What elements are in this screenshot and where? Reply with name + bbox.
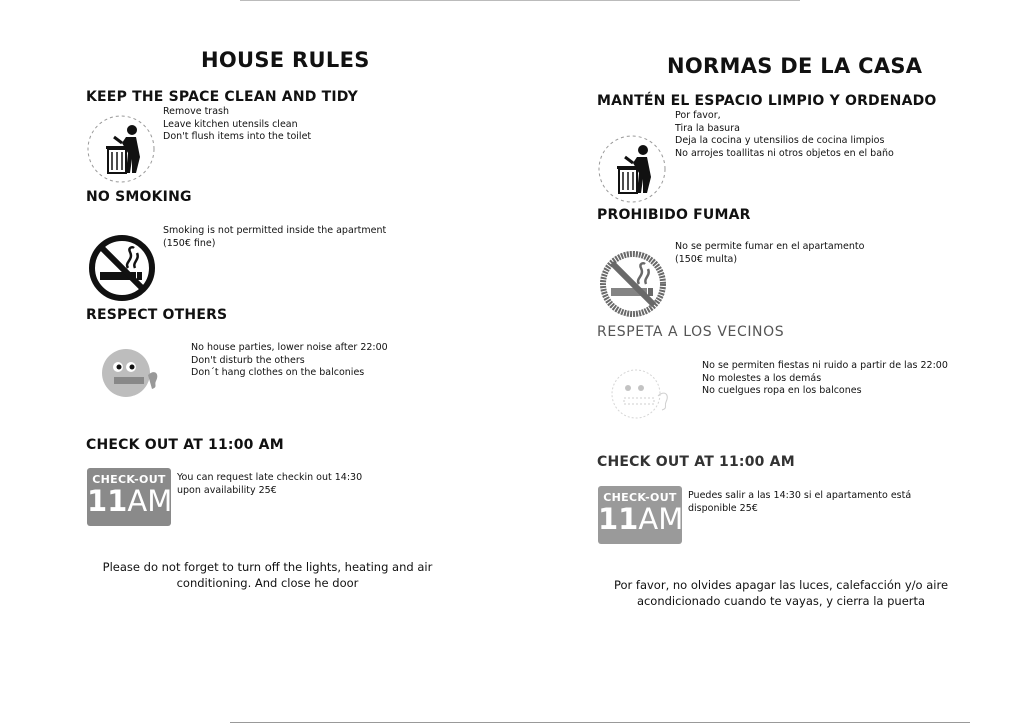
clean-line: Don't flush items into the toilet	[163, 131, 312, 142]
respect-text-spanish	[702, 360, 948, 398]
smoking-text-english	[163, 225, 386, 250]
smoking-line: No se permite fumar en el apartamento	[675, 241, 865, 252]
checkout-line: Puedes salir a las 14:30 si el apartamento está	[688, 490, 912, 501]
checkout-text-spanish	[688, 490, 911, 515]
footer-line: acondicionado cuando te vayas, y cierra la puerta	[636, 594, 926, 608]
badge-label: CHECK-OUT	[603, 491, 677, 504]
clean-heading-spanish: MANTÉN EL ESPACIO LIMPIO Y ORDENADO	[597, 93, 937, 109]
smoking-line: (150€ fine)	[163, 237, 216, 249]
clean-line: No arrojes toallitas ni otros objetos en el baño	[675, 147, 894, 159]
clean-line: Leave kitchen utensils clean	[163, 118, 298, 130]
checkout-heading-english: CHECK OUT AT 11:00 AM	[86, 437, 284, 453]
respect-line: No house parties, lower noise after 22:00	[191, 342, 388, 353]
checkout-line: disponible 25€	[688, 502, 758, 514]
clean-text-spanish	[675, 110, 894, 160]
trash-person-icon	[86, 113, 156, 185]
clean-text-english	[163, 106, 311, 144]
no-smoking-icon	[88, 234, 156, 302]
quiet-emoji-icon	[98, 345, 173, 401]
badge-time: 11AM	[87, 484, 173, 518]
footer-line: conditioning. And close he door	[176, 576, 359, 590]
footer-line: Por favor, no olvides apagar las luces, calefacción y/o aire	[613, 578, 949, 592]
quiet-emoji-icon	[608, 366, 683, 422]
top-border-line	[240, 0, 800, 1]
respect-line: Don´t hang clothes on the balconies	[191, 367, 365, 378]
smoking-line: Smoking is not permitted inside the apartment	[163, 225, 387, 236]
smoking-text-spanish	[675, 241, 864, 266]
clean-heading-english: KEEP THE SPACE CLEAN AND TIDY	[86, 89, 358, 105]
footer-spanish	[595, 577, 967, 609]
respect-line: No molestes a los demás	[702, 372, 822, 384]
clean-line: Por favor,	[675, 110, 721, 121]
smoking-heading-spanish: PROHIBIDO FUMAR	[597, 207, 751, 223]
clean-line: Remove trash	[163, 106, 229, 117]
respect-heading-spanish: RESPETA A LOS VECINOS	[597, 324, 785, 340]
respect-line: No cuelgues ropa en los balcones	[702, 385, 862, 396]
respect-line: Don't disturb the others	[191, 354, 305, 366]
checkout-badge	[598, 486, 682, 544]
footer-line: Please do not forget to turn off the lights, heating and air	[102, 560, 433, 574]
checkout-text-english	[177, 472, 362, 497]
page-title-spanish: NORMAS DE LA CASA	[667, 54, 923, 78]
respect-text-english	[191, 342, 388, 380]
no-smoking-icon	[599, 250, 667, 318]
footer-english	[80, 559, 455, 591]
badge-label: CHECK-OUT	[92, 473, 166, 486]
respect-line: No se permiten fiestas ni ruido a partir de las 22:00	[702, 360, 948, 371]
respect-heading-english: RESPECT OTHERS	[86, 307, 228, 323]
badge-time: 11AM	[598, 502, 684, 536]
smoking-heading-english: NO SMOKING	[86, 189, 192, 205]
clean-line: Tira la basura	[675, 122, 740, 134]
checkout-heading-spanish: CHECK OUT AT 11:00 AM	[597, 454, 795, 470]
smoking-line: (150€ multa)	[675, 253, 738, 265]
page-title-english: HOUSE RULES	[201, 48, 370, 72]
bottom-border-line	[230, 722, 970, 723]
trash-person-icon	[597, 133, 667, 205]
checkout-line: You can request late checkin out 14:30	[177, 472, 363, 483]
clean-line: Deja la cocina y utensilios de cocina limpios	[675, 135, 885, 146]
checkout-line: upon availability 25€	[177, 484, 277, 496]
checkout-badge	[87, 468, 171, 526]
